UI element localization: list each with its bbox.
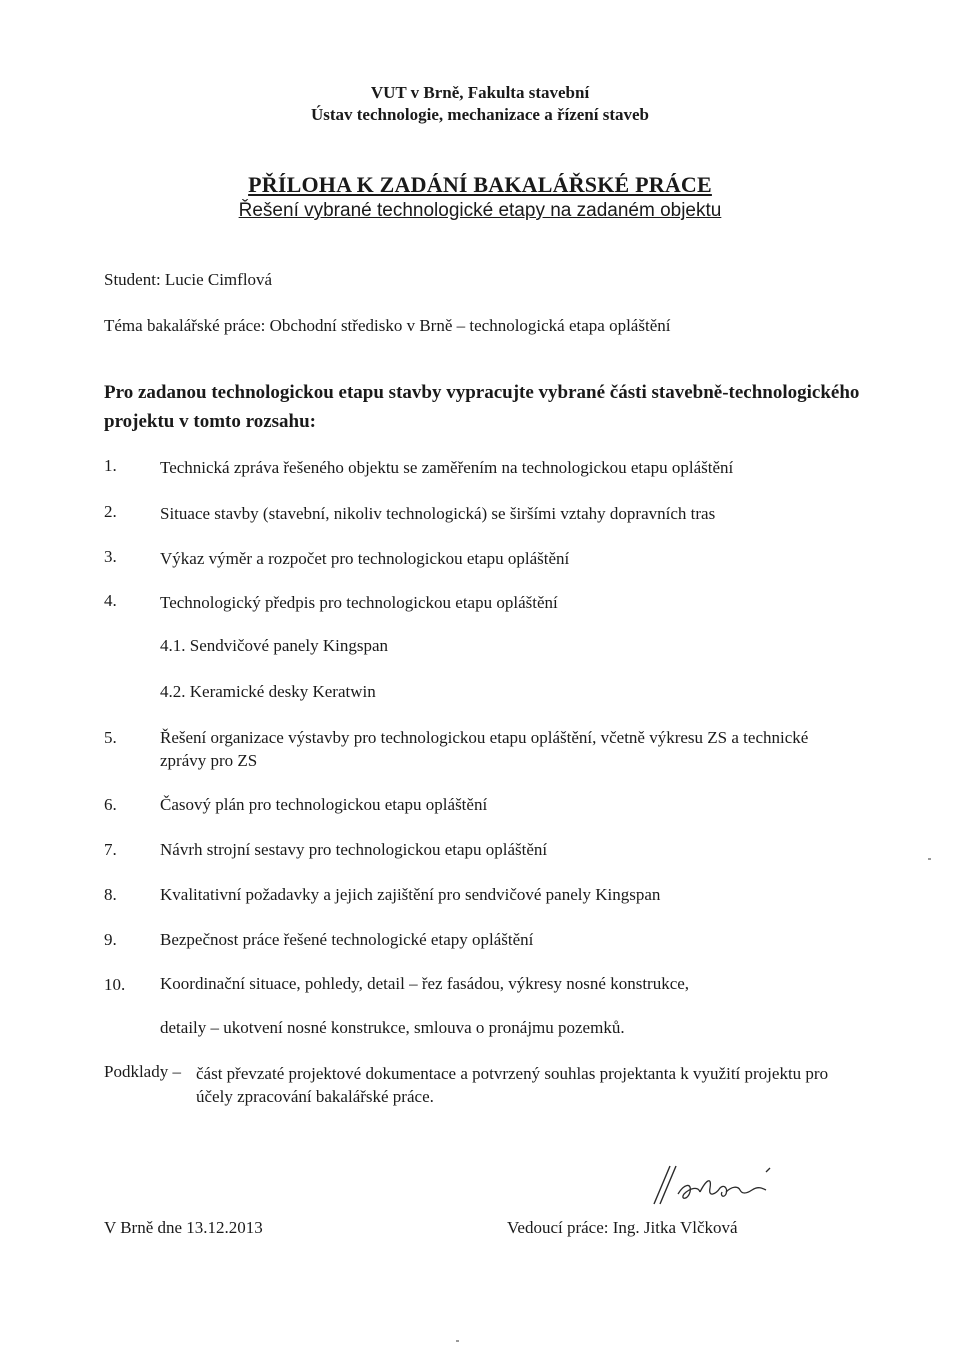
list-item-text: Řešení organizace výstavby pro technologickou etapu opláštění, včetně výkresu ZS a technické zprávy pro ZS [160, 728, 809, 770]
list-item-number: 9. [104, 930, 117, 949]
margin-mark [456, 1340, 459, 1342]
list-item-text: Bezpečnost práce řešené technologické etapy opláštění [160, 930, 534, 949]
list-item-text: Časový plán pro technologickou etapu opláštění [160, 795, 488, 814]
list-item-number: 6. [104, 795, 117, 814]
sources-text: část převzaté projektové dokumentace a potvrzený souhlas projektanta k využití projektu pro účely zpracování bakalářské práce. [196, 1064, 829, 1106]
faculty-header: VUT v Brně, Fakulta stavební [370, 83, 590, 102]
date-place: V Brně dne 13.12.2013 [104, 1218, 263, 1237]
list-item-number: 3. [104, 547, 117, 566]
list-item-text: Technická zpráva řešeného objektu se zaměřením na technologickou etapu opláštění [160, 458, 734, 477]
list-item-number: 1. [104, 456, 117, 475]
list-item-number: 5. [104, 728, 117, 747]
list-item-number: 7. [104, 840, 117, 859]
margin-mark [928, 858, 931, 860]
list-item-number: 2. [104, 502, 117, 521]
list-item-text: Koordinační situace, pohledy, detail – řez fasádou, výkresy nosné konstrukce, [160, 974, 690, 993]
list-item-number: 8. [104, 885, 117, 904]
sub-item-4-1: 4.1. Sendvičové panely Kingspan [160, 636, 389, 655]
list-item-text: Technologický předpis pro technologickou etapu opláštění [160, 593, 558, 612]
assignment-intro: Pro zadanou technologickou etapu stavby vypracujte vybrané části stavebně-technologického projektu v tomto rozsahu: [104, 382, 860, 432]
list-item-10-continuation: detaily – ukotvení nosné konstrukce, smlouva o pronájmu pozemků. [160, 1018, 625, 1037]
list-item-number: 10. [104, 975, 126, 994]
list-item-text: Návrh strojní sestavy pro technologickou etapu opláštění [160, 840, 548, 859]
document-title: PŘÍLOHA K ZADÁNÍ BAKALÁŘSKÉ PRÁCE [248, 172, 712, 197]
supervisor-field: Vedoucí práce: Ing. Jitka Vlčková [507, 1218, 738, 1237]
thesis-topic-field: Téma bakalářské práce: Obchodní středisko v Brně – technologická etapa opláštění [104, 316, 671, 335]
sub-item-4-2: 4.2. Keramické desky Keratwin [160, 682, 376, 701]
institute-header: Ústav technologie, mechanizace a řízení staveb [310, 105, 650, 124]
sources-label: Podklady – [104, 1062, 181, 1081]
document-subtitle: Řešení vybrané technologické etapy na zadaném objektu [238, 200, 722, 221]
list-item-text: Situace stavby (stavební, nikoliv technologická) se širšími vztahy dopravních tras [160, 504, 716, 523]
list-item-text: Výkaz výměr a rozpočet pro technologickou etapu opláštění [160, 549, 570, 568]
handwritten-signature-icon [640, 1160, 790, 1210]
student-field: Student: Lucie Cimflová [104, 270, 273, 289]
list-item-number: 4. [104, 591, 117, 610]
list-item-text: Kvalitativní požadavky a jejich zajištění pro sendvičové panely Kingspan [160, 885, 661, 904]
